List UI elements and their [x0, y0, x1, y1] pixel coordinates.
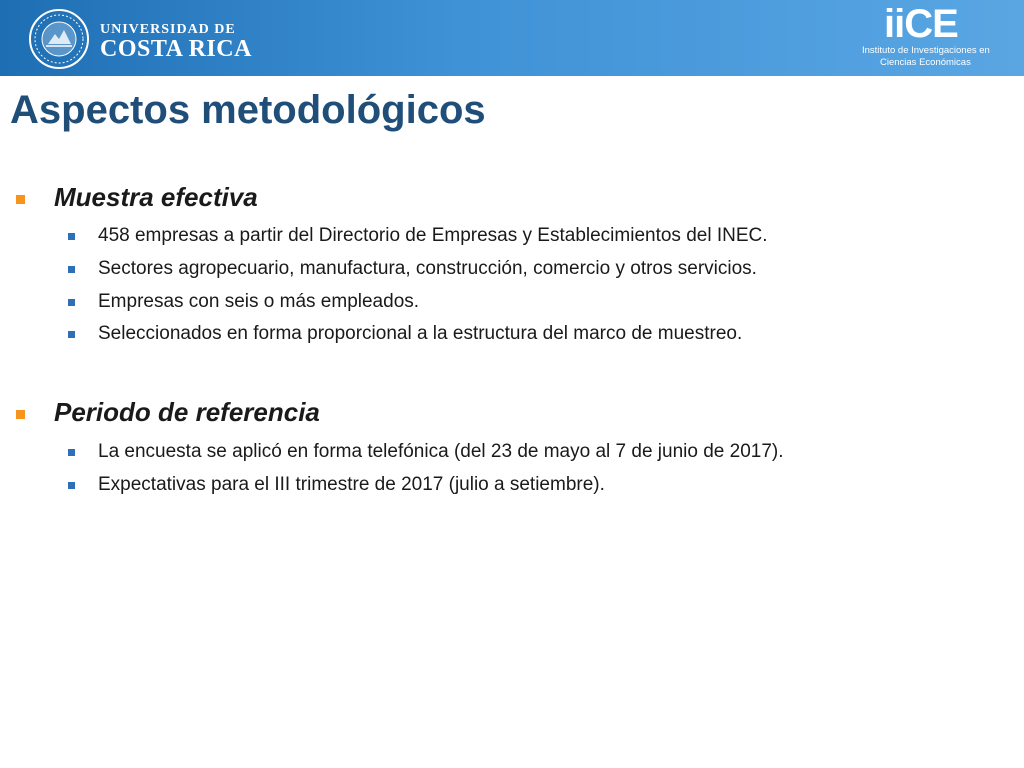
square-bullet-icon [68, 233, 75, 240]
list-item: Empresas con seis o más empleados. [98, 291, 420, 312]
slide-title: Aspectos metodológicos [10, 88, 486, 132]
ucr-name-line1: UNIVERSIDAD DE [100, 22, 236, 37]
list-item: Sectores agropecuario, manufactura, construcción, comercio y otros servicios. [98, 258, 757, 279]
ucr-logo [28, 8, 252, 70]
iice-logo [858, 2, 1008, 70]
list-item: 458 empresas a partir del Directorio de Empresas y Establecimientos del INEC. [98, 225, 768, 246]
list-item: La encuesta se aplicó en forma telefónica (del 23 de mayo al 7 de junio de 2017). [98, 441, 784, 462]
square-bullet-icon [68, 266, 75, 273]
ucr-name-line2: COSTA RICA [100, 36, 252, 62]
iice-wordmark: iiCE [884, 2, 958, 46]
square-bullet-icon [68, 331, 75, 338]
section-heading-muestra: Muestra efectiva [54, 182, 258, 212]
iice-subtitle-line2: Ciencias Económicas [880, 57, 971, 68]
iice-subtitle-line1: Instituto de Investigaciones en [862, 45, 990, 56]
square-bullet-icon [16, 410, 25, 419]
list-item: Seleccionados en forma proporcional a la estructura del marco de muestreo. [98, 323, 743, 344]
square-bullet-icon [68, 299, 75, 306]
square-bullet-icon [68, 482, 75, 489]
header-banner [0, 0, 1024, 76]
square-bullet-icon [16, 195, 25, 204]
ucr-seal-icon [28, 8, 90, 70]
list-item: Expectativas para el III trimestre de 2017 (julio a setiembre). [98, 474, 605, 495]
section-heading-periodo: Periodo de referencia [54, 397, 320, 427]
square-bullet-icon [68, 449, 75, 456]
